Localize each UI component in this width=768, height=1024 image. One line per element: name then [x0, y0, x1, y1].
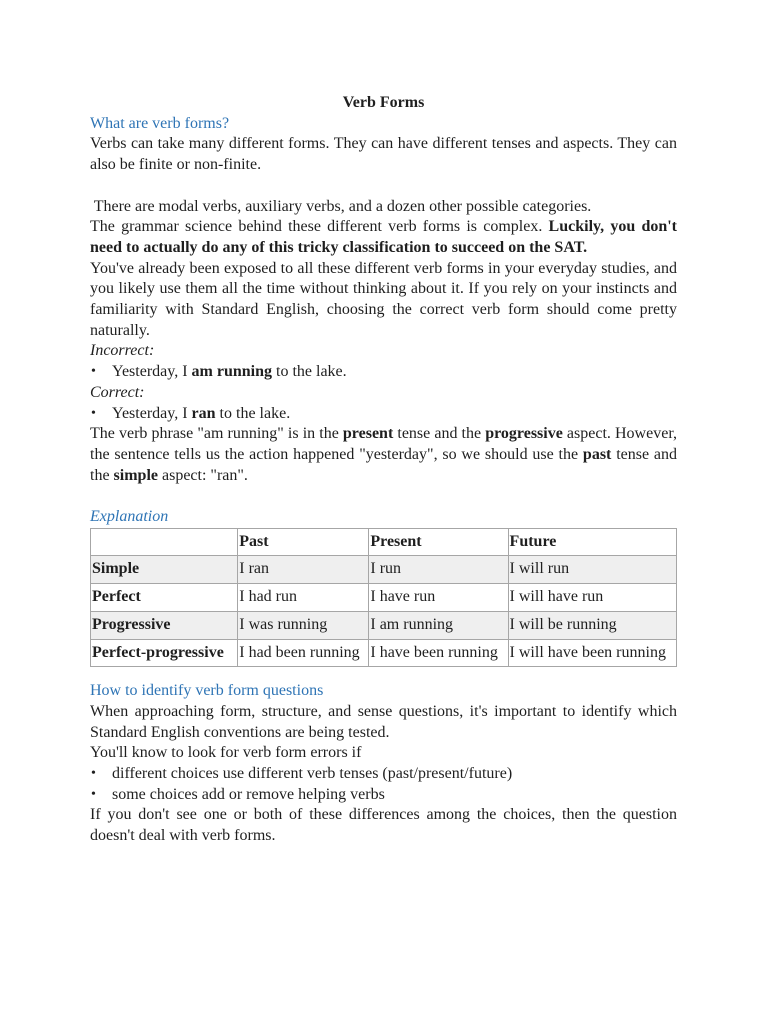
list-item	[90, 362, 677, 383]
table-cell: I have run	[369, 584, 508, 612]
paragraph-analysis	[90, 424, 677, 486]
spacer	[90, 486, 677, 507]
paragraph-intro: Verbs can take many different forms. They can have different tenses and aspects. They can also be finite or non-finite.	[90, 135, 677, 174]
correct-list	[90, 404, 677, 425]
table-header-cell	[91, 528, 238, 556]
complexity-bold-text: Luckily, you don't need to actually do any of this tricky classification to succeed on the SAT.	[90, 218, 678, 256]
analysis-bold: present	[342, 425, 394, 443]
incorrect-list	[90, 362, 677, 383]
paragraph-conclusion: If you don't see one or both of these differences among the choices, then the question doesn't deal with verb forms.	[90, 806, 677, 845]
analysis-bold: progressive	[485, 425, 563, 443]
document-body	[90, 93, 677, 847]
table-row	[91, 584, 677, 612]
example-text: Yesterday, I	[112, 404, 192, 422]
table-cell: I had been running	[238, 639, 369, 667]
verb-forms-table	[90, 528, 677, 668]
table-cell: I run	[369, 556, 508, 584]
analysis-text: aspect: "ran".	[158, 466, 248, 484]
table-header-row	[91, 528, 677, 556]
list-item: • different choices use different verb tenses (past/present/future)	[90, 764, 677, 785]
table-row-header: Perfect-progressive	[91, 639, 238, 667]
table-cell: I will have been running	[508, 639, 676, 667]
analysis-bold: simple	[113, 466, 158, 484]
correct-label: Correct:	[90, 383, 145, 401]
spacer	[90, 176, 677, 197]
example-bold: ran	[191, 404, 216, 422]
paragraph-categories: There are modal verbs, auxiliary verbs, and a dozen other possible categories.	[90, 197, 592, 215]
analysis-text: The verb phrase "am running" is in the	[90, 425, 343, 443]
table-cell: I will have run	[508, 584, 676, 612]
analysis-text: tense and the	[90, 445, 677, 484]
table-cell: I had run	[238, 584, 369, 612]
table-cell: I have been running	[369, 639, 508, 667]
incorrect-label: Incorrect:	[90, 342, 155, 360]
paragraph-approach: When approaching form, structure, and sense questions, it's important to identify which Standard English conventions are being tested.	[90, 702, 677, 741]
list-item: • some choices add or remove helping verbs	[90, 785, 677, 806]
analysis-text: aspect. However, the sentence tells us the action happened "yesterday", so we should use the	[90, 425, 678, 463]
paragraph-complexity	[90, 217, 677, 258]
table-cell: I ran	[238, 556, 369, 584]
spacer	[90, 667, 677, 681]
table-header-cell: Future	[508, 528, 676, 556]
table-cell: I was running	[238, 611, 369, 639]
list-item	[90, 404, 677, 425]
table-cell: I will be running	[508, 611, 676, 639]
table-header-cell: Present	[369, 528, 508, 556]
table-header-cell: Past	[238, 528, 369, 556]
table-row	[91, 639, 677, 667]
table-row	[91, 556, 677, 584]
example-text: to the lake.	[272, 363, 347, 381]
page-title: Verb Forms	[342, 94, 425, 111]
table-row	[91, 611, 677, 639]
criteria-list	[90, 764, 677, 805]
analysis-bold: past	[582, 445, 612, 463]
table-cell: I will run	[508, 556, 676, 584]
table-row-header: Progressive	[91, 611, 238, 639]
example-text: Yesterday, I	[112, 363, 192, 381]
analysis-text: tense and the	[393, 425, 486, 443]
table-cell: I am running	[369, 611, 508, 639]
paragraph-look-for: You'll know to look for verb form errors if	[90, 744, 362, 762]
table-row-header: Perfect	[91, 584, 238, 612]
example-bold: am running	[191, 363, 273, 381]
section-heading-what: What are verb forms?	[90, 114, 230, 132]
example-text: to the lake.	[215, 404, 291, 422]
complexity-text: The grammar science behind these different verb forms is complex.	[90, 218, 549, 236]
paragraph-exposure: You've already been exposed to all these different verb forms in your everyday studies, and you likely use them all the time without thinking about it. If you rely on your instincts and familiarity with Standard English, choosing the correct verb form should come pretty naturally.	[90, 259, 677, 339]
section-heading-explanation: Explanation	[90, 508, 169, 526]
table-row-header: Simple	[91, 556, 238, 584]
section-heading-identify: How to identify verb form questions	[90, 682, 324, 700]
